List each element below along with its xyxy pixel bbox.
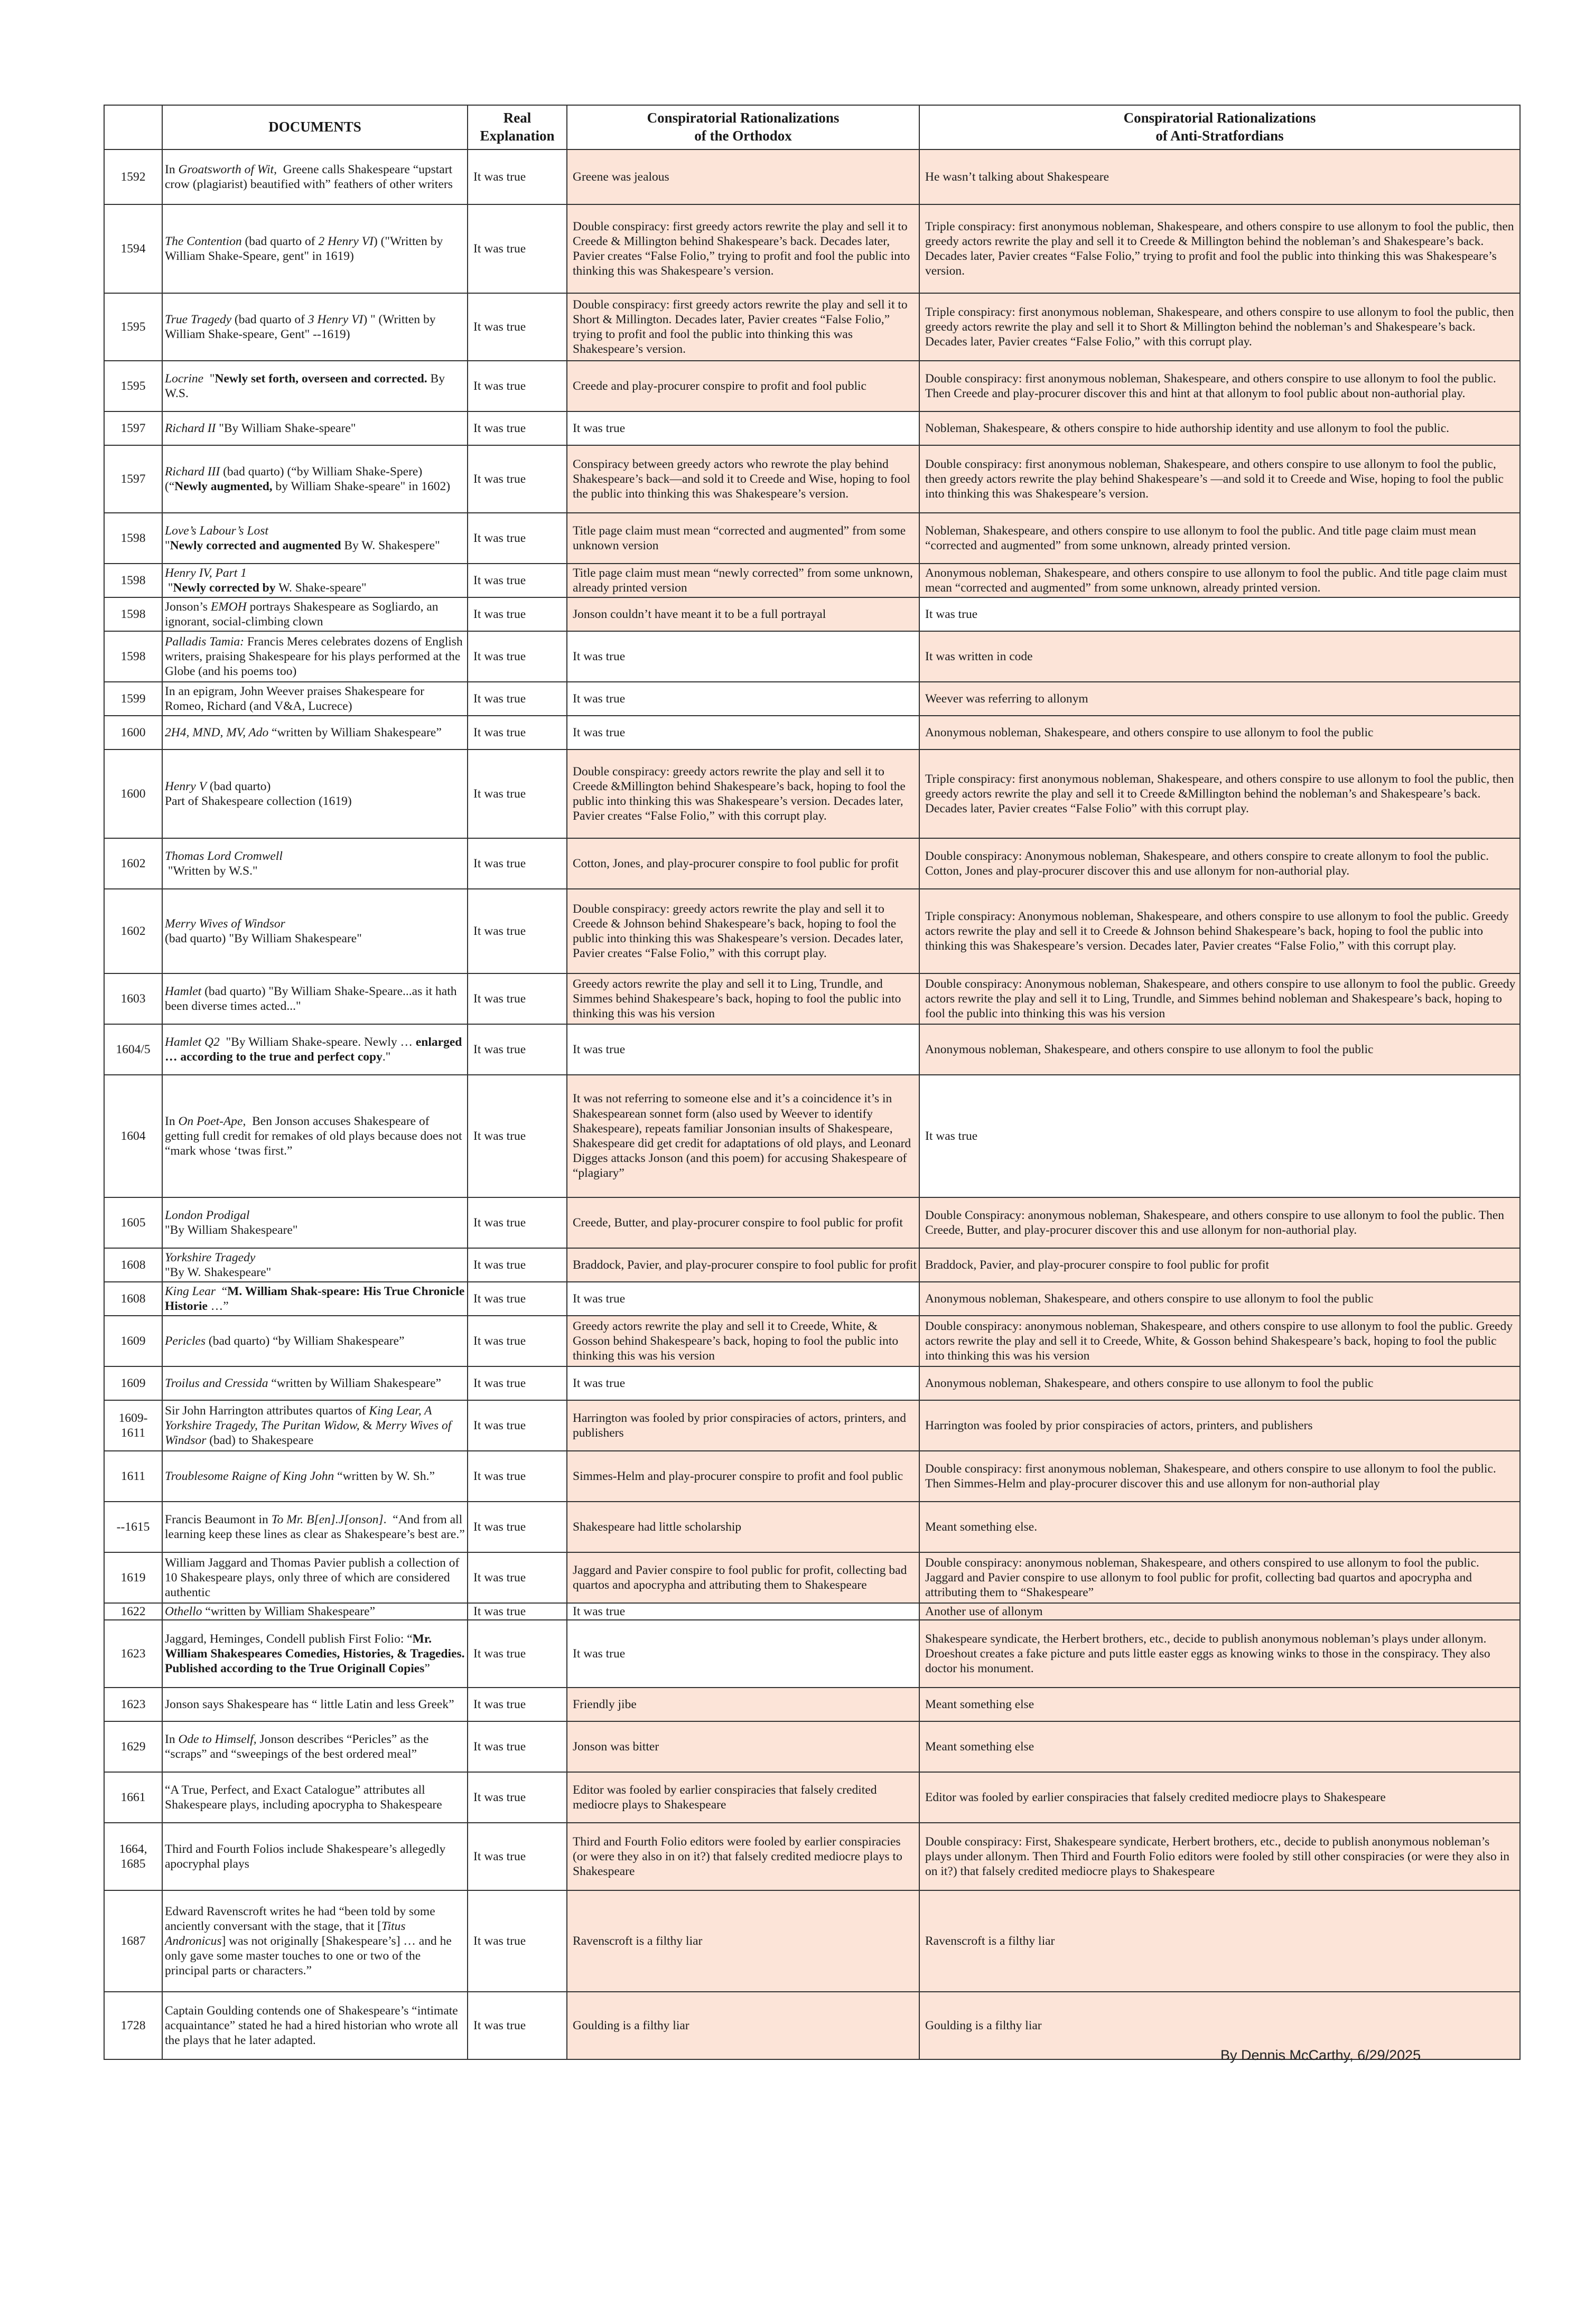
row-year: 1594 (104, 204, 162, 293)
row-document: William Jaggard and Thomas Pavier publish a collection of 10 Shakespeare plays, only three of which are considered authentic (162, 1552, 468, 1603)
document-page (104, 105, 1519, 2060)
row-anti-stratfordian-rationalization: Double conspiracy: anonymous nobleman, Shakespeare, and others conspire to use allonym to fool the public. Greedy actors rewrite the play and sell it to Creede, White, & Gosson behind Shakespeare’s back, hoping to fool the public into thinking this was his version (919, 1316, 1520, 1366)
header-documents: DOCUMENTS (162, 105, 468, 149)
row-real-explanation: It was true (468, 1552, 567, 1603)
row-anti-stratfordian-rationalization: Another use of allonym (919, 1603, 1520, 1620)
row-anti-stratfordian-rationalization: Anonymous nobleman, Shakespeare, and others conspire to use allonym to fool the public (919, 1024, 1520, 1075)
table-row (104, 1197, 1520, 1248)
row-document: “A True, Perfect, and Exact Catalogue” attributes all Shakespeare plays, including apocrypha to Shakespeare (162, 1772, 468, 1823)
row-real-explanation: It was true (468, 1316, 567, 1366)
table-row (104, 1282, 1520, 1316)
row-real-explanation: It was true (468, 1688, 567, 1721)
row-anti-stratfordian-rationalization: Double conspiracy: first anonymous nobleman, Shakespeare, and others conspire to use allonym to fool the public. Then Simmes-Helm and play-procurer discover this and use allonym for non-authorial play (919, 1451, 1520, 1502)
row-year: 1604/5 (104, 1024, 162, 1075)
row-anti-stratfordian-rationalization: Shakespeare syndicate, the Herbert brothers, etc., decide to publish anonymous nobleman’s plays under allonym. Droeshout creates a fake picture and puts little easter eggs as knowing winks to those in the conspiracy. They also doctor his monument. (919, 1620, 1520, 1688)
row-year: 1687 (104, 1890, 162, 1992)
row-document: Captain Goulding contends one of Shakespeare’s “intimate acquaintance” stated he had a hired historian who wrote all the plays that he later adapted. (162, 1992, 468, 2059)
row-anti-stratfordian-rationalization: Harrington was fooled by prior conspiracies of actors, printers, and publishers (919, 1400, 1520, 1451)
row-anti-stratfordian-rationalization: Meant something else (919, 1721, 1520, 1772)
row-real-explanation: It was true (468, 1451, 567, 1502)
row-document: In Ode to Himself, Jonson describes “Pericles” as the “scraps” and “sweepings of the best ordered meal” (162, 1721, 468, 1772)
row-real-explanation: It was true (468, 1197, 567, 1248)
row-orthodox-rationalization: It was true (567, 411, 919, 445)
row-anti-stratfordian-rationalization: Meant something else. (919, 1502, 1520, 1552)
table-row (104, 1400, 1520, 1451)
header-row (104, 105, 1520, 149)
row-year: 1603 (104, 973, 162, 1024)
row-anti-stratfordian-rationalization: Triple conspiracy: Anonymous nobleman, Shakespeare, and others conspire to use allonym to fool the public. Greedy actors rewrite the play and sell it to Creede & Johnson behind Shakespeare’s back, hoping to fool the public into thinking this was Shakespeare’s version. Decades later, Pavier creates “False Folio,” with this corrupt play. (919, 889, 1520, 973)
row-orthodox-rationalization: It was true (567, 1282, 919, 1316)
row-real-explanation: It was true (468, 716, 567, 749)
row-anti-stratfordian-rationalization: Double Conspiracy: anonymous nobleman, Shakespeare, and others conspire to use allonym to fool the public. Then Creede, Butter, and play-procurer discover this and use allonym for non-authorial play. (919, 1197, 1520, 1248)
row-document: Merry Wives of Windsor (bad quarto) "By William Shakespeare" (162, 889, 468, 973)
row-orthodox-rationalization: Ravenscroft is a filthy liar (567, 1890, 919, 1992)
row-orthodox-rationalization: Harrington was fooled by prior conspiracies of actors, printers, and publishers (567, 1400, 919, 1451)
row-orthodox-rationalization: Creede and play-procurer conspire to profit and fool public (567, 361, 919, 411)
row-real-explanation: It was true (468, 513, 567, 564)
row-real-explanation: It was true (468, 1992, 567, 2059)
row-anti-stratfordian-rationalization: Double conspiracy: first anonymous nobleman, Shakespeare, and others conspire to use allonym to fool the public, then greedy actors rewrite the play behind Shakespeare’s —and sold it to Creede and Wise, hoping to fool the public into thinking this was Shakespeare’s version. (919, 445, 1520, 513)
row-document: True Tragedy (bad quarto of 3 Henry VI) " (Written by William Shake-speare, Gent" --1619) (162, 293, 468, 361)
row-anti-stratfordian-rationalization: He wasn’t talking about Shakespeare (919, 149, 1520, 204)
row-orthodox-rationalization: Double conspiracy: first greedy actors rewrite the play and sell it to Creede & Millington behind Shakespeare’s back. Decades later, Pavier creates “False Folio,” trying to profit and fool the public into thinking this was Shakespeare’s version. (567, 204, 919, 293)
row-anti-stratfordian-rationalization: Goulding is a filthy liar (919, 1992, 1520, 2059)
row-anti-stratfordian-rationalization: Braddock, Pavier, and play-procurer conspire to fool public for profit (919, 1248, 1520, 1282)
row-document: Edward Ravenscroft writes he had “been told by some anciently conversant with the stage, that it [Titus Andronicus] was not originally [Shakespeare’s] … and he only gave some master touches to one or two of the principal parts or characters.” (162, 1890, 468, 1992)
row-document: King Lear “M. William Shak-speare: His True Chronicle Historie …” (162, 1282, 468, 1316)
row-real-explanation: It was true (468, 838, 567, 889)
row-year: 1611 (104, 1451, 162, 1502)
row-real-explanation: It was true (468, 631, 567, 682)
row-orthodox-rationalization: Shakespeare had little scholarship (567, 1502, 919, 1552)
row-year: 1609- 1611 (104, 1400, 162, 1451)
row-document: Hamlet Q2 "By William Shake-speare. Newly … enlarged … according to the true and perfect copy." (162, 1024, 468, 1075)
row-year: 1605 (104, 1197, 162, 1248)
table-row (104, 1024, 1520, 1075)
row-anti-stratfordian-rationalization: Nobleman, Shakespeare, & others conspire to hide authorship identity and use allonym to fool the public. (919, 411, 1520, 445)
table-row (104, 1620, 1520, 1688)
row-document: Troilus and Cressida “written by William Shakespeare” (162, 1366, 468, 1400)
table-body (104, 149, 1520, 2059)
row-orthodox-rationalization: Greedy actors rewrite the play and sell it to Creede, White, & Gosson behind Shakespeare’s back, hoping to fool the public into thinking this was his version (567, 1316, 919, 1366)
row-orthodox-rationalization: Braddock, Pavier, and play-procurer conspire to fool public for profit (567, 1248, 919, 1282)
row-orthodox-rationalization: Creede, Butter, and play-procurer conspire to fool public for profit (567, 1197, 919, 1248)
row-document: Troublesome Raigne of King John “written by W. Sh.” (162, 1451, 468, 1502)
row-real-explanation: It was true (468, 889, 567, 973)
row-year: 1599 (104, 682, 162, 716)
row-real-explanation: It was true (468, 973, 567, 1024)
row-real-explanation: It was true (468, 411, 567, 445)
row-orthodox-rationalization: Greene was jealous (567, 149, 919, 204)
row-year: 1602 (104, 889, 162, 973)
table-row (104, 973, 1520, 1024)
row-year: 1595 (104, 361, 162, 411)
row-real-explanation: It was true (468, 149, 567, 204)
row-anti-stratfordian-rationalization: Anonymous nobleman, Shakespeare, and others conspire to use allonym to fool the public (919, 716, 1520, 749)
row-real-explanation: It was true (468, 1890, 567, 1992)
header-real-explanation: Real Explanation (468, 105, 567, 149)
row-year: 1608 (104, 1282, 162, 1316)
row-anti-stratfordian-rationalization: Meant something else (919, 1688, 1520, 1721)
row-year: 1598 (104, 597, 162, 631)
row-document: London Prodigal "By William Shakespeare" (162, 1197, 468, 1248)
row-document: Locrine "Newly set forth, overseen and corrected. By W.S. (162, 361, 468, 411)
row-year: 1661 (104, 1772, 162, 1823)
row-real-explanation: It was true (468, 1772, 567, 1823)
row-document: Othello “written by William Shakespeare” (162, 1603, 468, 1620)
row-document: In an epigram, John Weever praises Shakespeare for Romeo, Richard (and V&A, Lucrece) (162, 682, 468, 716)
row-document: Sir John Harrington attributes quartos of King Lear, A Yorkshire Tragedy, The Puritan Widow, & Merry Wives of Windsor (bad) to Shakespeare (162, 1400, 468, 1451)
table-row (104, 1890, 1520, 1992)
row-real-explanation: It was true (468, 1248, 567, 1282)
table-row (104, 682, 1520, 716)
row-year: --1615 (104, 1502, 162, 1552)
table-row (104, 293, 1520, 361)
table-row (104, 1721, 1520, 1772)
table-row (104, 445, 1520, 513)
row-anti-stratfordian-rationalization: Nobleman, Shakespeare, and others conspire to use allonym to fool the public. And title page claim must mean “corrected and augmented” from some unknown, already printed version. (919, 513, 1520, 564)
row-document: 2H4, MND, MV, Ado “written by William Shakespeare” (162, 716, 468, 749)
row-anti-stratfordian-rationalization: Triple conspiracy: first anonymous nobleman, Shakespeare, and others conspire to use allonym to fool the public, then greedy actors rewrite the play and sell it to Creede &Millington behind the nobleman’s and Shakespeare’s back. Decades later, Pavier creates “False Folio” with this corrupt play. (919, 749, 1520, 838)
row-year: 1592 (104, 149, 162, 204)
row-real-explanation: It was true (468, 1024, 567, 1075)
row-orthodox-rationalization: Goulding is a filthy liar (567, 1992, 919, 2059)
row-document: Jonson’s EMOH portrays Shakespeare as Sogliardo, an ignorant, social-climbing clown (162, 597, 468, 631)
row-year: 1622 (104, 1603, 162, 1620)
row-anti-stratfordian-rationalization: It was written in code (919, 631, 1520, 682)
table-row (104, 889, 1520, 973)
row-orthodox-rationalization: It was true (567, 1366, 919, 1400)
row-anti-stratfordian-rationalization: Triple conspiracy: first anonymous nobleman, Shakespeare, and others conspire to use allonym to fool the public, then greedy actors rewrite the play and sell it to Short & Millington behind the nobleman’s and Shakespeare’s back. Decades later, Pavier creates “False Folio,” with this corrupt play. (919, 293, 1520, 361)
row-document: Love’s Labour’s Lost "Newly corrected and augmented By W. Shakespere" (162, 513, 468, 564)
table-row (104, 749, 1520, 838)
row-anti-stratfordian-rationalization: Double conspiracy: Anonymous nobleman, Shakespeare, and others conspire to use allonym to fool the public. Greedy actors rewrite the play and sell it to Ling, Trundle, and Simmes behind nobleman and Shakespeare’s back, hoping to fool the public into thinking this was his version (919, 973, 1520, 1024)
row-year: 1623 (104, 1620, 162, 1688)
table-row (104, 204, 1520, 293)
row-year: 1728 (104, 1992, 162, 2059)
row-year: 1609 (104, 1316, 162, 1366)
row-real-explanation: It was true (468, 682, 567, 716)
header-year (104, 105, 162, 149)
table-row (104, 1772, 1520, 1823)
row-real-explanation: It was true (468, 1620, 567, 1688)
header-orthodox: Conspiratorial Rationalizations of the Orthodox (567, 105, 919, 149)
row-orthodox-rationalization: Simmes-Helm and play-procurer conspire to profit and fool public (567, 1451, 919, 1502)
table-row (104, 838, 1520, 889)
row-orthodox-rationalization: It was true (567, 1603, 919, 1620)
row-real-explanation: It was true (468, 293, 567, 361)
row-document: Pericles (bad quarto) “by William Shakespeare” (162, 1316, 468, 1366)
row-orthodox-rationalization: Third and Fourth Folio editors were fooled by earlier conspiracies (or were they also in on it?) that falsely credited mediocre plays to Shakespeare (567, 1823, 919, 1890)
row-orthodox-rationalization: Double conspiracy: first greedy actors rewrite the play and sell it to Short & Millington. Decades later, Pavier creates “False Folio,” trying to profit and fool the public into thinking this was Shakespeare’s version. (567, 293, 919, 361)
table-row (104, 1248, 1520, 1282)
row-orthodox-rationalization: Title page claim must mean “newly corrected” from some unknown, already printed version (567, 564, 919, 597)
row-document: Jaggard, Heminges, Condell publish First Folio: “Mr. William Shakespeares Comedies, Histories, & Tragedies. Published according to the True Originall Copies” (162, 1620, 468, 1688)
row-real-explanation: It was true (468, 1721, 567, 1772)
table-row (104, 1451, 1520, 1502)
row-year: 1609 (104, 1366, 162, 1400)
row-real-explanation: It was true (468, 445, 567, 513)
row-anti-stratfordian-rationalization: Double conspiracy: anonymous nobleman, Shakespeare, and others conspired to use allonym to fool the public. Jaggard and Pavier conspire to use allonym to fool public for profit, collecting bad quartos and apocrypha and attributing them to “Shakespeare” (919, 1552, 1520, 1603)
table-row (104, 1552, 1520, 1603)
row-orthodox-rationalization: Title page claim must mean “corrected and augmented” from some unknown version (567, 513, 919, 564)
row-document: Henry V (bad quarto) Part of Shakespeare collection (1619) (162, 749, 468, 838)
row-document: Richard III (bad quarto) (“by William Shake-Spere) (“Newly augmented, by William Shake-speare" in 1602) (162, 445, 468, 513)
row-year: 1604 (104, 1075, 162, 1197)
row-year: 1664, 1685 (104, 1823, 162, 1890)
table-row (104, 1316, 1520, 1366)
table-row (104, 597, 1520, 631)
row-orthodox-rationalization: It was true (567, 1024, 919, 1075)
table-row (104, 631, 1520, 682)
row-year: 1608 (104, 1248, 162, 1282)
table-row (104, 149, 1520, 204)
row-orthodox-rationalization: It was not referring to someone else and it’s a coincidence it’s in Shakespearean sonnet form (also used by Weever to identify Shakespeare), repeats familiar Jonsonian insults of Shakespeare, Shakespeare did get credit for adaptations of old plays, and Leonard Digges attacks Jonson (and this poem) for accusing Shakespeare of “plagiary” (567, 1075, 919, 1197)
row-real-explanation: It was true (468, 204, 567, 293)
table-row (104, 1603, 1520, 1620)
row-anti-stratfordian-rationalization: Double conspiracy: First, Shakespeare syndicate, Herbert brothers, etc., decide to publish anonymous nobleman’s plays under allonym. Then Third and Fourth Folio editors were fooled by still other conspiracies (or were they also in on it?) that falsely credited mediocre plays to Shakespeare (919, 1823, 1520, 1890)
row-orthodox-rationalization: Jonson was bitter (567, 1721, 919, 1772)
row-real-explanation: It was true (468, 1282, 567, 1316)
row-anti-stratfordian-rationalization: It was true (919, 597, 1520, 631)
row-document: Palladis Tamia: Francis Meres celebrates dozens of English writers, praising Shakespeare for his plays performed at the Globe (and his poems too) (162, 631, 468, 682)
row-orthodox-rationalization: Double conspiracy: greedy actors rewrite the play and sell it to Creede &Millington behind Shakespeare’s back, hoping to fool the public into thinking this was Shakespeare’s version. Decades later, Pavier creates “False Folio,” with this corrupt play. (567, 749, 919, 838)
row-orthodox-rationalization: Cotton, Jones, and play-procurer conspire to fool public for profit (567, 838, 919, 889)
row-orthodox-rationalization: It was true (567, 716, 919, 749)
row-year: 1629 (104, 1721, 162, 1772)
row-anti-stratfordian-rationalization: Ravenscroft is a filthy liar (919, 1890, 1520, 1992)
row-document: Yorkshire Tragedy "By W. Shakespeare" (162, 1248, 468, 1282)
table-row (104, 716, 1520, 749)
row-year: 1597 (104, 445, 162, 513)
row-anti-stratfordian-rationalization: Triple conspiracy: first anonymous nobleman, Shakespeare, and others conspire to use allonym to fool the public, then greedy actors rewrite the play and sell it to Creede & Millington behind the nobleman’s and Shakespeare’s back. Decades later, Pavier creates “False Folio,” trying to profit and fool the public into thinking this was Shakespeare’s version. (919, 204, 1520, 293)
row-orthodox-rationalization: Greedy actors rewrite the play and sell it to Ling, Trundle, and Simmes behind Shakespeare’s back, hoping to fool the public into thinking this was his version (567, 973, 919, 1024)
row-document: Hamlet (bad quarto) "By William Shake-Speare...as it hath been diverse times acted..." (162, 973, 468, 1024)
row-year: 1598 (104, 631, 162, 682)
row-real-explanation: It was true (468, 1502, 567, 1552)
row-year: 1598 (104, 513, 162, 564)
table-row (104, 411, 1520, 445)
row-orthodox-rationalization: Editor was fooled by earlier conspiracies that falsely credited mediocre plays to Shakespeare (567, 1772, 919, 1823)
row-year: 1598 (104, 564, 162, 597)
row-orthodox-rationalization: It was true (567, 682, 919, 716)
row-anti-stratfordian-rationalization: Editor was fooled by earlier conspiracies that falsely credited mediocre plays to Shakespeare (919, 1772, 1520, 1823)
table-row (104, 513, 1520, 564)
row-anti-stratfordian-rationalization: Anonymous nobleman, Shakespeare, and others conspire to use allonym to fool the public (919, 1366, 1520, 1400)
row-orthodox-rationalization: Friendly jibe (567, 1688, 919, 1721)
row-document: The Contention (bad quarto of 2 Henry VI) ("Written by William Shake-Speare, gent" in 1619) (162, 204, 468, 293)
row-real-explanation: It was true (468, 1603, 567, 1620)
row-real-explanation: It was true (468, 361, 567, 411)
row-anti-stratfordian-rationalization: Double conspiracy: first anonymous nobleman, Shakespeare, and others conspire to use allonym to fool the public. Then Creede and play-procurer discover this and hint at that allonym to fool public about non-authorial play. (919, 361, 1520, 411)
row-year: 1600 (104, 749, 162, 838)
table-row (104, 1823, 1520, 1890)
row-year: 1600 (104, 716, 162, 749)
row-orthodox-rationalization: Conspiracy between greedy actors who rewrote the play behind Shakespeare’s back—and sold it to Creede and Wise, hoping to fool the public into thinking this was Shakespeare’s version. (567, 445, 919, 513)
row-year: 1602 (104, 838, 162, 889)
row-document: Henry IV, Part 1 "Newly corrected by W. Shake-speare" (162, 564, 468, 597)
row-anti-stratfordian-rationalization: Anonymous nobleman, Shakespeare, and others conspire to use allonym to fool the public (919, 1282, 1520, 1316)
table-row (104, 1366, 1520, 1400)
row-document: Francis Beaumont in To Mr. B[en].J[onson]. “And from all learning keep these lines as clear as Shakespeare’s best are.” (162, 1502, 468, 1552)
table-row (104, 564, 1520, 597)
table-row (104, 1502, 1520, 1552)
table-row (104, 361, 1520, 411)
row-document: In On Poet-Ape, Ben Jonson accuses Shakespeare of getting full credit for remakes of old plays because does not “mark whose ‘twas first.” (162, 1075, 468, 1197)
row-real-explanation: It was true (468, 1823, 567, 1890)
row-document: In Groatsworth of Wit, Greene calls Shakespeare “upstart crow (plagiarist) beautified with” feathers of other writers (162, 149, 468, 204)
row-real-explanation: It was true (468, 1075, 567, 1197)
row-year: 1623 (104, 1688, 162, 1721)
row-anti-stratfordian-rationalization: It was true (919, 1075, 1520, 1197)
row-orthodox-rationalization: It was true (567, 631, 919, 682)
row-real-explanation: It was true (468, 597, 567, 631)
header-anti-stratfordian: Conspiratorial Rationalizations of Anti-Stratfordians (919, 105, 1520, 149)
row-year: 1595 (104, 293, 162, 361)
row-real-explanation: It was true (468, 1400, 567, 1451)
row-anti-stratfordian-rationalization: Weever was referring to allonym (919, 682, 1520, 716)
row-document: Thomas Lord Cromwell "Written by W.S." (162, 838, 468, 889)
row-orthodox-rationalization: Jaggard and Pavier conspire to fool public for profit, collecting bad quartos and apocrypha and attributing them to Shakespeare (567, 1552, 919, 1603)
row-orthodox-rationalization: It was true (567, 1620, 919, 1688)
row-orthodox-rationalization: Double conspiracy: greedy actors rewrite the play and sell it to Creede & Johnson behind Shakespeare’s back, hoping to fool the public into thinking this was Shakespeare’s version. Decades later, Pavier creates “False Folio,” with this corrupt play. (567, 889, 919, 973)
row-document: Jonson says Shakespeare has “ little Latin and less Greek” (162, 1688, 468, 1721)
row-anti-stratfordian-rationalization: Anonymous nobleman, Shakespeare, and others conspire to use allonym to fool the public. And title page claim must mean “corrected and augmented” from some unknown, already printed version. (919, 564, 1520, 597)
row-orthodox-rationalization: Jonson couldn’t have meant it to be a full portrayal (567, 597, 919, 631)
row-real-explanation: It was true (468, 749, 567, 838)
row-document: Richard II "By William Shake-speare" (162, 411, 468, 445)
author-byline: By Dennis McCarthy, 6/29/2025 (1220, 2047, 1421, 2063)
row-anti-stratfordian-rationalization: Double conspiracy: Anonymous nobleman, Shakespeare, and others conspire to create allonym to fool the public. Cotton, Jones and play-procurer discover this and use allonym for non-authorial play. (919, 838, 1520, 889)
table-row (104, 1688, 1520, 1721)
row-real-explanation: It was true (468, 564, 567, 597)
comparison-table (104, 105, 1521, 2060)
row-year: 1597 (104, 411, 162, 445)
row-document: Third and Fourth Folios include Shakespeare’s allegedly apocryphal plays (162, 1823, 468, 1890)
row-real-explanation: It was true (468, 1366, 567, 1400)
table-row (104, 1075, 1520, 1197)
row-year: 1619 (104, 1552, 162, 1603)
